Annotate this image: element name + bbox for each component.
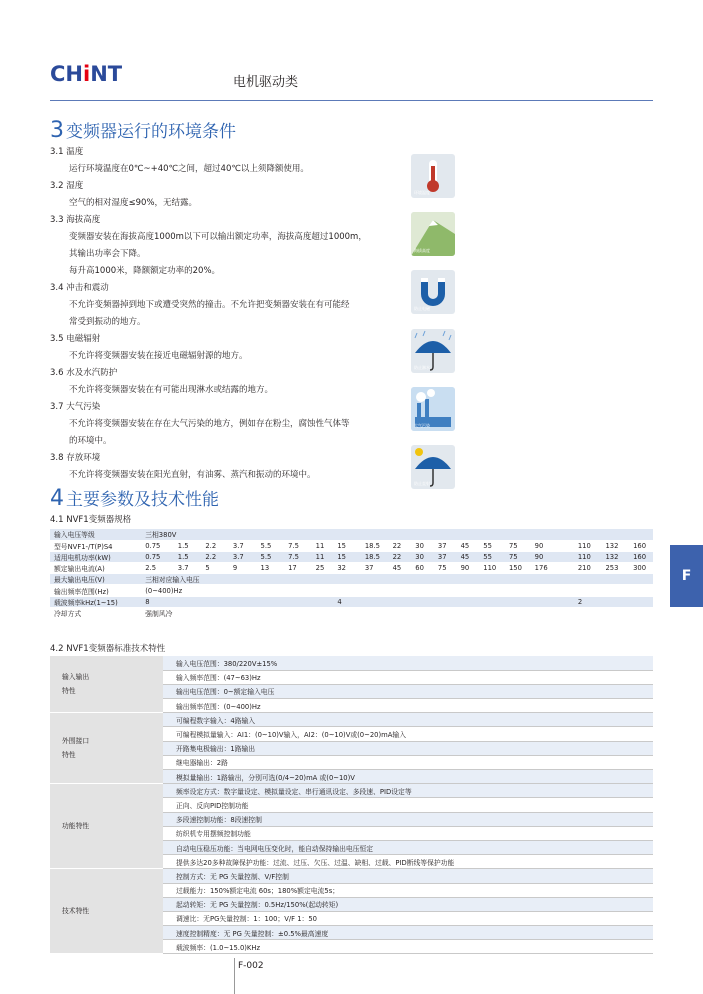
table-cell: 输出频率范围：(0~400)Hz (163, 699, 653, 713)
subsection-text: 常受到振动的地方。 (69, 317, 146, 327)
table-cell: 三相对应输入电压 (141, 574, 653, 585)
table-cell: 1.5 (174, 551, 202, 562)
table-cell: 22 (389, 540, 412, 551)
table-cell: 45 (457, 551, 480, 562)
subsection-text: 不允许变频器掉到地下或遭受突然的撞击。不允许把变频器安装在有可能经 (69, 300, 350, 310)
table-cell: 55 (479, 551, 505, 562)
tech-table (50, 656, 653, 954)
table-cell: 0.75 (141, 540, 174, 551)
table-cell: 输入电压范围：380/220V±15% (163, 656, 653, 670)
table-cell: 37 (434, 540, 457, 551)
table-cell: 60 (411, 563, 434, 574)
section4-heading: 4 主要参数及技术性能 (50, 486, 219, 511)
table-cell: 9 (229, 563, 257, 574)
group-label-line: 特性 (62, 751, 76, 760)
table-cell: 2 (574, 596, 653, 607)
table-cell: 模拟量输出：1路输出，分别可选(0/4~20)mA 或(0~10)V (163, 770, 653, 784)
table-cell: 型号NVF1-/T(P)S4 (50, 540, 141, 551)
subsection-text: 不允许将变频器安装在存在大气污染的地方，例如存在粉尘，腐蚀性气体等 (69, 419, 350, 429)
table-cell: 160 (629, 551, 653, 562)
table-cell: 可编程模拟量输入：AI1：(0~10)V输入，AI2：(0~10)V或(0~20)mA输入 (163, 727, 653, 741)
group-label (50, 713, 163, 784)
table-cell: 110 (574, 551, 602, 562)
table-cell: 自动电压稳压功能：当电网电压变化时，能自动保持输出电压恒定 (163, 840, 653, 854)
table-cell: 2.2 (201, 540, 229, 551)
table-cell: (0~400)Hz (141, 585, 653, 596)
table-cell: 25 (312, 563, 334, 574)
table-row (50, 585, 653, 596)
table-row (50, 574, 653, 585)
table-cell: 160 (629, 540, 653, 551)
subsection-heading: 3.4 冲击和震动 (50, 283, 109, 293)
table-row (50, 596, 653, 607)
table-cell: 多段速控制功能：8段速控制 (163, 812, 653, 826)
table-cell: 13 (257, 563, 285, 574)
table-cell: 载波频率kHz(1~15) (50, 596, 141, 607)
table-cell: 5.5 (257, 540, 285, 551)
table-cell: 0.75 (141, 551, 174, 562)
mountain-altitude-icon (411, 212, 455, 256)
group-label (50, 784, 163, 869)
spec-table (50, 529, 653, 619)
table-cell: 2.2 (201, 551, 229, 562)
subsection-text: 其输出功率会下降。 (69, 249, 146, 259)
table-cell: 3.7 (174, 563, 202, 574)
subsection-heading: 3.6 水及水汽防护 (50, 368, 118, 378)
table-cell: 90 (531, 551, 574, 562)
table-cell: 3.7 (229, 551, 257, 562)
table-cell: 过载能力：150%额定电流 60s；180%额定电流5s； (163, 883, 653, 897)
table-cell: 55 (479, 540, 505, 551)
subsection-text: 不允许将变频器安装在有可能出现淋水或结露的地方。 (69, 385, 274, 395)
table-cell: 253 (601, 563, 629, 574)
table-cell: 75 (505, 551, 531, 562)
subsection-heading: 3.1 温度 (50, 147, 84, 157)
table-cell: 可编程数字输入：4路输入 (163, 713, 653, 727)
icon-caption: 海拔高度 (414, 248, 430, 253)
icon-caption: 防止直射 (414, 481, 430, 486)
table-row (50, 563, 653, 574)
table-cell: 30 (411, 540, 434, 551)
table-cell: 110 (574, 540, 602, 551)
table-row (50, 656, 653, 670)
subsection-text: 运行环境温度在0℃~+40℃之间，超过40℃以上须降额使用。 (69, 164, 309, 174)
table-cell: 3.7 (229, 540, 257, 551)
subsection-heading: 3.8 存放环境 (50, 453, 101, 463)
subsection-text: 的环境中。 (69, 436, 112, 446)
table-cell: 11 (312, 551, 334, 562)
table-cell: 18.5 (361, 540, 389, 551)
table-cell: 18.5 (361, 551, 389, 562)
table-cell: 45 (457, 540, 480, 551)
group-label-line: 输入输出 (62, 673, 90, 682)
icon-caption: 防止淋水 (414, 365, 430, 370)
umbrella-rain-icon (411, 329, 455, 373)
table-cell: 37 (434, 551, 457, 562)
table-cell: 5 (201, 563, 229, 574)
chint-logo: CHiNT (50, 62, 123, 86)
table-cell: 4 (333, 596, 573, 607)
table-row (50, 540, 653, 551)
table-cell: 控制方式：无 PG 矢量控制、V/F控制 (163, 869, 653, 883)
table-cell: 45 (389, 563, 412, 574)
subsection-heading: 3.2 湿度 (50, 181, 84, 191)
table-cell: 7.5 (284, 551, 312, 562)
group-label (50, 656, 163, 713)
table-cell: 210 (574, 563, 602, 574)
factory-pollution-icon (411, 387, 455, 431)
table-row (50, 607, 653, 618)
table-cell: 适用电机功率(kW) (50, 551, 141, 562)
table-cell: 正向、反向PID控制功能 (163, 798, 653, 812)
section3-heading: 3 变频器运行的环境条件 (50, 118, 236, 143)
table-row (50, 713, 653, 727)
table-cell: 75 (505, 540, 531, 551)
table-cell: 30 (411, 551, 434, 562)
table-cell: 11 (312, 540, 334, 551)
table-cell: 额定输出电流(A) (50, 563, 141, 574)
table-cell: 176 (531, 563, 574, 574)
table-cell: 132 (601, 540, 629, 551)
table-cell: 22 (389, 551, 412, 562)
icon-caption: 大气污染 (414, 423, 430, 428)
table-cell: 载波频率：(1.0~15.0)KHz (163, 940, 653, 954)
table-cell: 90 (531, 540, 574, 551)
chapter-tab: F (670, 545, 703, 607)
subsection-text: 不允许将变频器安装在阳光直射，有油雾、蒸汽和振动的环境中。 (69, 470, 316, 480)
table-cell: 冷却方式 (50, 607, 141, 618)
table-cell: 强制风冷 (141, 607, 653, 618)
tech-table-title: 4.2 NVF1变频器标准技术特性 (50, 644, 166, 654)
magnet-icon (411, 270, 455, 314)
table-cell: 37 (361, 563, 389, 574)
table-cell: 75 (434, 563, 457, 574)
table-cell: 纺织机专用摆频控制功能 (163, 826, 653, 840)
table-cell: 最大输出电压(V) (50, 574, 141, 585)
table-cell: 150 (505, 563, 531, 574)
table-cell: 17 (284, 563, 312, 574)
table-cell: 提供多达20多种故障保护功能：过流、过压、欠压、过温、缺相、过载、PID断线等保护功能 (163, 855, 653, 869)
table-cell: 三相380V (141, 529, 653, 540)
table-cell: 15 (333, 551, 361, 562)
table-row (50, 784, 653, 798)
group-label-line: 技术特性 (62, 907, 90, 916)
table-row (50, 529, 653, 540)
table-cell: 速度控制精度：无 PG 矢量控制：±0.5%最高速度 (163, 926, 653, 940)
table-cell: 7.5 (284, 540, 312, 551)
group-label-line: 特性 (62, 687, 76, 696)
table-cell: 5.5 (257, 551, 285, 562)
icon-caption: 环境温度 (414, 190, 430, 195)
table-row (50, 551, 653, 562)
subsection-text: 变频器安装在海拔高度1000m以下可以输出额定功率，海拔高度超过1000m， (69, 232, 367, 242)
table-cell: 输出电压范围：0~额定输入电压 (163, 684, 653, 698)
subsection-heading: 3.5 电磁辐射 (50, 334, 101, 344)
table-cell: 输出频率范围(Hz) (50, 585, 141, 596)
table-cell: 开路集电极输出：1路输出 (163, 741, 653, 755)
table-cell: 1.5 (174, 540, 202, 551)
table-cell: 15 (333, 540, 361, 551)
table-cell: 110 (479, 563, 505, 574)
table-cell: 8 (141, 596, 333, 607)
subsection-heading: 3.3 海拔高度 (50, 215, 101, 225)
table-cell: 132 (601, 551, 629, 562)
subsection-text: 每升高1000米，降额额定功率的20%。 (69, 266, 221, 276)
table-cell: 输入频率范围：(47~63)Hz (163, 670, 653, 684)
group-label-line: 功能特性 (62, 822, 90, 831)
subsection-text: 空气的相对湿度≤90%，无结露。 (69, 198, 198, 208)
thermometer-icon (411, 154, 455, 198)
table-cell: 32 (333, 563, 361, 574)
subsection-text: 不允许将变频器安装在接近电磁辐射源的地方。 (69, 351, 248, 361)
table-row (50, 869, 653, 883)
table-cell: 输入电压等级 (50, 529, 141, 540)
group-label (50, 869, 163, 954)
table-cell: 90 (457, 563, 480, 574)
table-cell: 频率设定方式：数字量设定、模拟量设定、串行通讯设定、多段速、PID设定等 (163, 784, 653, 798)
header-divider (50, 100, 653, 101)
icon-caption: 防止电磁 (414, 306, 430, 311)
group-label-line: 外围接口 (62, 737, 90, 746)
footer-divider (234, 958, 235, 994)
page-number: F-002 (238, 961, 264, 971)
table-cell: 起动转矩：无 PG 矢量控制：0.5Hz/150%(起动转矩) (163, 897, 653, 911)
table-cell: 300 (629, 563, 653, 574)
table-cell: 继电器输出：2路 (163, 755, 653, 769)
table-cell: 调速比：无PG矢量控制：1：100；V/F 1：50 (163, 911, 653, 925)
table-cell: 2.5 (141, 563, 174, 574)
umbrella-sun-icon (411, 445, 455, 489)
category-title: 电机驱动类 (233, 75, 299, 90)
subsection-heading: 3.7 大气污染 (50, 402, 101, 412)
spec-table-title: 4.1 NVF1变频器规格 (50, 515, 132, 525)
